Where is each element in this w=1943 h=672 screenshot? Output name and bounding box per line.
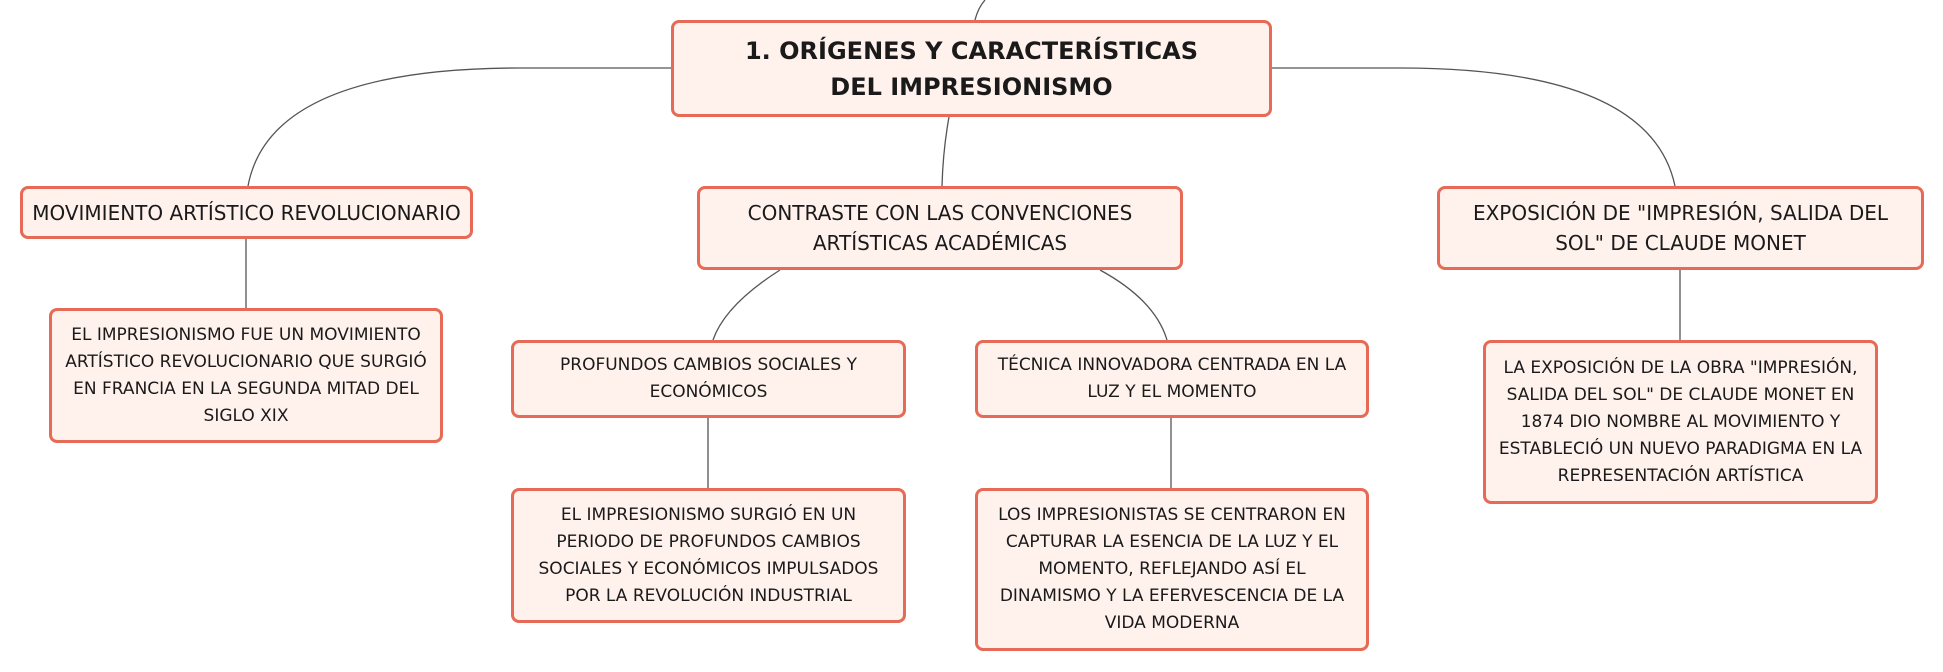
connector-branch2-child1 (713, 270, 780, 340)
root-node[interactable] (671, 20, 1272, 117)
branch-label: MOVIMIENTO ARTÍSTICO REVOLUCIONARIO (32, 200, 461, 225)
child-node-cambios[interactable] (511, 340, 906, 418)
branch-label: EXPOSICIÓN DE "IMPRESIÓN, SALIDA DEL SOL" DE CLAUDE MONET (1472, 201, 1889, 255)
child-label: TÉCNICA INNOVADORA CENTRADA EN LA LUZ Y EL MOMENTO (997, 355, 1347, 402)
detail-text: EL IMPRESIONISMO SURGIÓ EN UN PERIODO DE PROFUNDOS CAMBIOS SOCIALES Y ECONÓMICOS IMPULSADOS POR LA REVOLUCIÓN INDUSTRIAL (538, 504, 879, 606)
connector-root-branch3 (1271, 68, 1675, 186)
detail-node-tecnica[interactable] (975, 488, 1369, 651)
detail-node-exposicion[interactable] (1483, 340, 1878, 504)
root-label: 1. ORÍGENES Y CARACTERÍSTICAS DEL IMPRESIONISMO (744, 36, 1199, 101)
detail-text: LA EXPOSICIÓN DE LA OBRA "IMPRESIÓN, SALIDA DEL SOL" DE CLAUDE MONET EN 1874 DIO NOMBRE AL MOVIMIENTO Y ESTABLECIÓ UN NUEVO PARADIGMA EN LA REPRESENTACIÓN ARTÍSTICA (1498, 357, 1863, 486)
branch-node-movimiento[interactable] (20, 186, 473, 239)
connector-root-branch2 (942, 117, 949, 186)
detail-node-movimiento[interactable] (49, 308, 443, 443)
connector-branch2-child2 (1100, 270, 1167, 340)
child-node-tecnica[interactable] (975, 340, 1369, 418)
detail-node-cambios[interactable] (511, 488, 906, 623)
branch-label: CONTRASTE CON LAS CONVENCIONES ARTÍSTICAS ACADÉMICAS (747, 201, 1133, 255)
child-label: PROFUNDOS CAMBIOS SOCIALES Y ECONÓMICOS (560, 355, 857, 402)
connector-root-parent (975, 0, 985, 20)
branch-node-contraste[interactable] (697, 186, 1183, 270)
detail-text: EL IMPRESIONISMO FUE UN MOVIMIENTO ARTÍSTICO REVOLUCIONARIO QUE SURGIÓ EN FRANCIA EN LA SEGUNDA MITAD DEL SIGLO XIX (65, 324, 427, 426)
branch-node-exposicion[interactable] (1437, 186, 1924, 270)
detail-text: LOS IMPRESIONISTAS SE CENTRARON EN CAPTURAR LA ESENCIA DE LA LUZ Y EL MOMENTO, REFLEJANDO ASÍ EL DINAMISMO Y LA EFERVESCENCIA DE LA VIDA MODERNA (998, 505, 1346, 633)
connector-root-branch1 (248, 68, 671, 186)
